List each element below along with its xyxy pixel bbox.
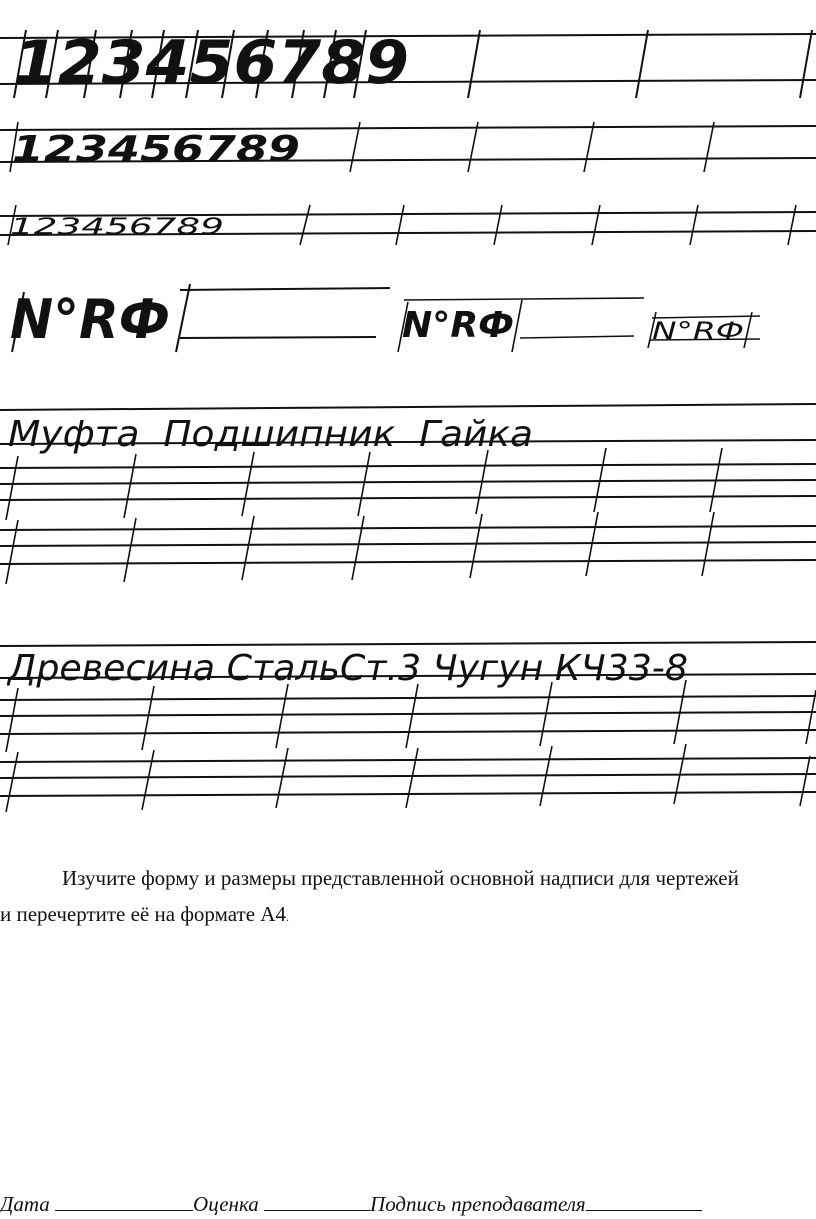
digits-text-large: 123456789 [14, 28, 409, 98]
signature-blank [586, 1190, 702, 1211]
instruction-text [0, 860, 816, 935]
instruction-trailing-mark: . [285, 910, 289, 924]
signature-label: Подпись преподавателя [370, 1192, 586, 1216]
symbols-text-small: N°RФ [652, 317, 744, 345]
symbols-text-medium: N°RФ [402, 305, 514, 346]
words-text-2: Древесина СтальСт.3 Чугун КЧ33-8 [5, 648, 689, 689]
grade-label: Оценка [193, 1192, 259, 1216]
digits-row-large [0, 28, 816, 98]
digits-row-small [0, 205, 816, 245]
digits-text-medium: 123456789 [12, 129, 300, 170]
instruction-line-1: Изучите форму и размеры представленной основной надписи для чертежей [62, 866, 739, 890]
digits-text-small: 123456789 [10, 215, 224, 240]
symbols-text-large: N°RФ [10, 288, 170, 351]
instruction-line-2: и перечертите её на формате А4 [0, 902, 286, 926]
words-text-1: Муфта Подшипник Гайка [8, 414, 533, 455]
symbols-row [10, 284, 760, 352]
assessment-footer [0, 1190, 816, 1217]
words-block-1 [0, 404, 816, 584]
words-block-2 [0, 642, 816, 812]
date-label: Дата [0, 1192, 50, 1216]
date-blank [55, 1190, 193, 1211]
digits-row-medium [0, 122, 816, 172]
grade-blank [264, 1190, 370, 1211]
